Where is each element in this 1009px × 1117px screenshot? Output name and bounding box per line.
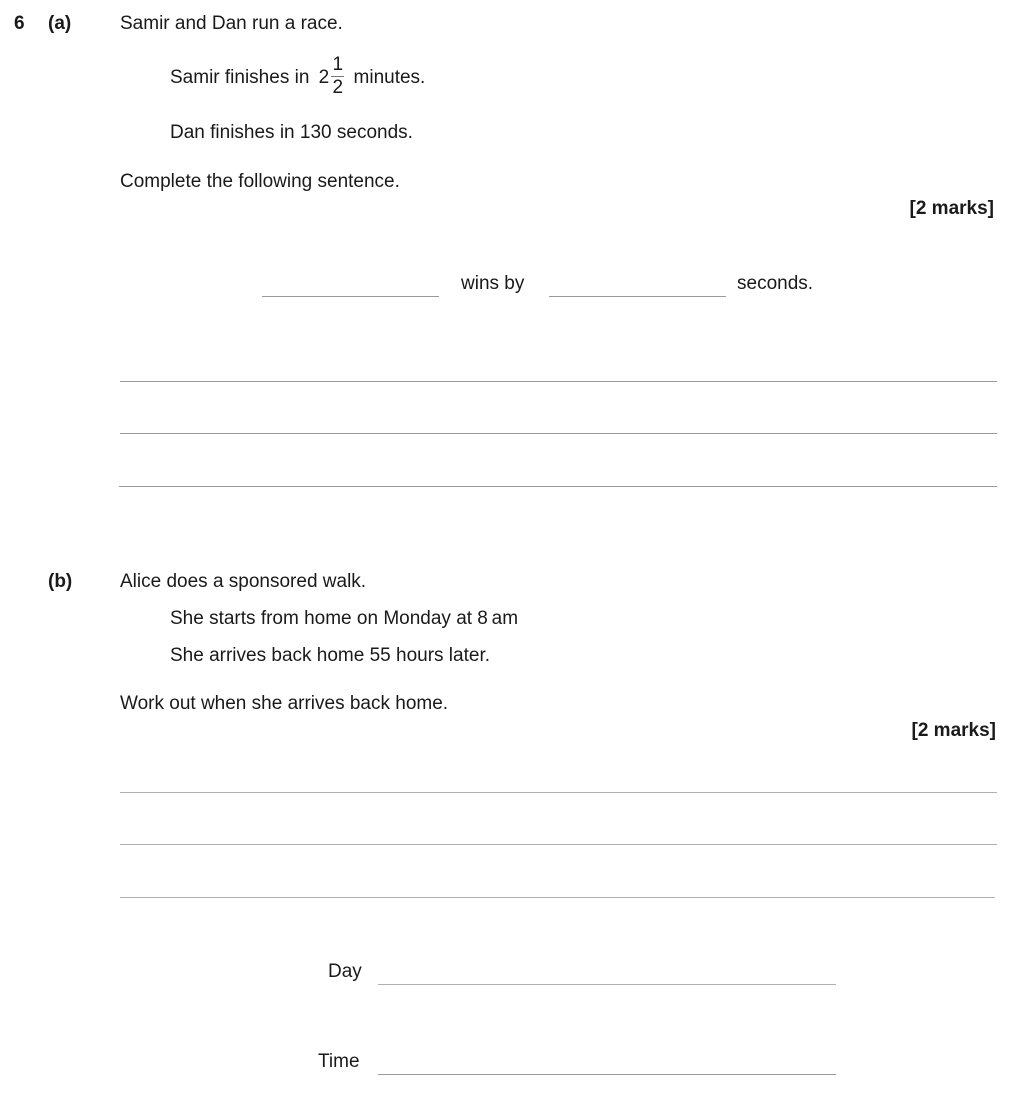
part-b-working-line-2[interactable] <box>120 844 997 845</box>
day-answer-line[interactable] <box>378 984 836 985</box>
day-label: Day <box>328 961 362 982</box>
samir-whole: 2 <box>318 67 330 88</box>
part-b-intro: Alice does a sponsored walk. <box>120 571 367 592</box>
part-a-marks: [2 marks] <box>909 198 994 219</box>
part-a-instruction: Complete the following sentence. <box>120 171 400 192</box>
part-a-working-line-1[interactable] <box>120 381 997 382</box>
sentence-seconds: seconds. <box>737 273 814 294</box>
part-a-working-line-2[interactable] <box>120 433 997 434</box>
question-number: 6 <box>14 13 25 34</box>
part-b-instruction: Work out when she arrives back home. <box>120 693 449 714</box>
part-b-working-line-1[interactable] <box>120 792 997 793</box>
time-answer-line[interactable] <box>378 1074 836 1075</box>
sentence-wins-by: wins by <box>461 273 525 294</box>
samir-prefix: Samir finishes in <box>170 67 310 88</box>
dan-line: Dan finishes in 130 seconds. <box>170 122 413 143</box>
arrive-line: She arrives back home 55 hours later. <box>170 645 491 666</box>
winner-answer-blank[interactable] <box>262 296 439 297</box>
samir-line <box>170 56 425 100</box>
start-line: She starts from home on Monday at 8 am <box>170 608 519 629</box>
seconds-answer-blank[interactable] <box>549 296 726 297</box>
samir-suffix: minutes. <box>353 67 426 88</box>
fraction-denominator: 2 <box>332 77 344 99</box>
part-b-marks: [2 marks] <box>911 720 996 741</box>
part-b-working-line-3[interactable] <box>120 897 995 898</box>
part-a-intro: Samir and Dan run a race. <box>120 13 343 34</box>
fraction-numerator: 1 <box>332 54 344 76</box>
part-b-label: (b) <box>48 571 73 592</box>
part-a-working-line-3[interactable] <box>119 486 997 487</box>
mixed-fraction <box>331 55 344 98</box>
time-label: Time <box>318 1051 360 1072</box>
part-a-label: (a) <box>48 13 72 34</box>
